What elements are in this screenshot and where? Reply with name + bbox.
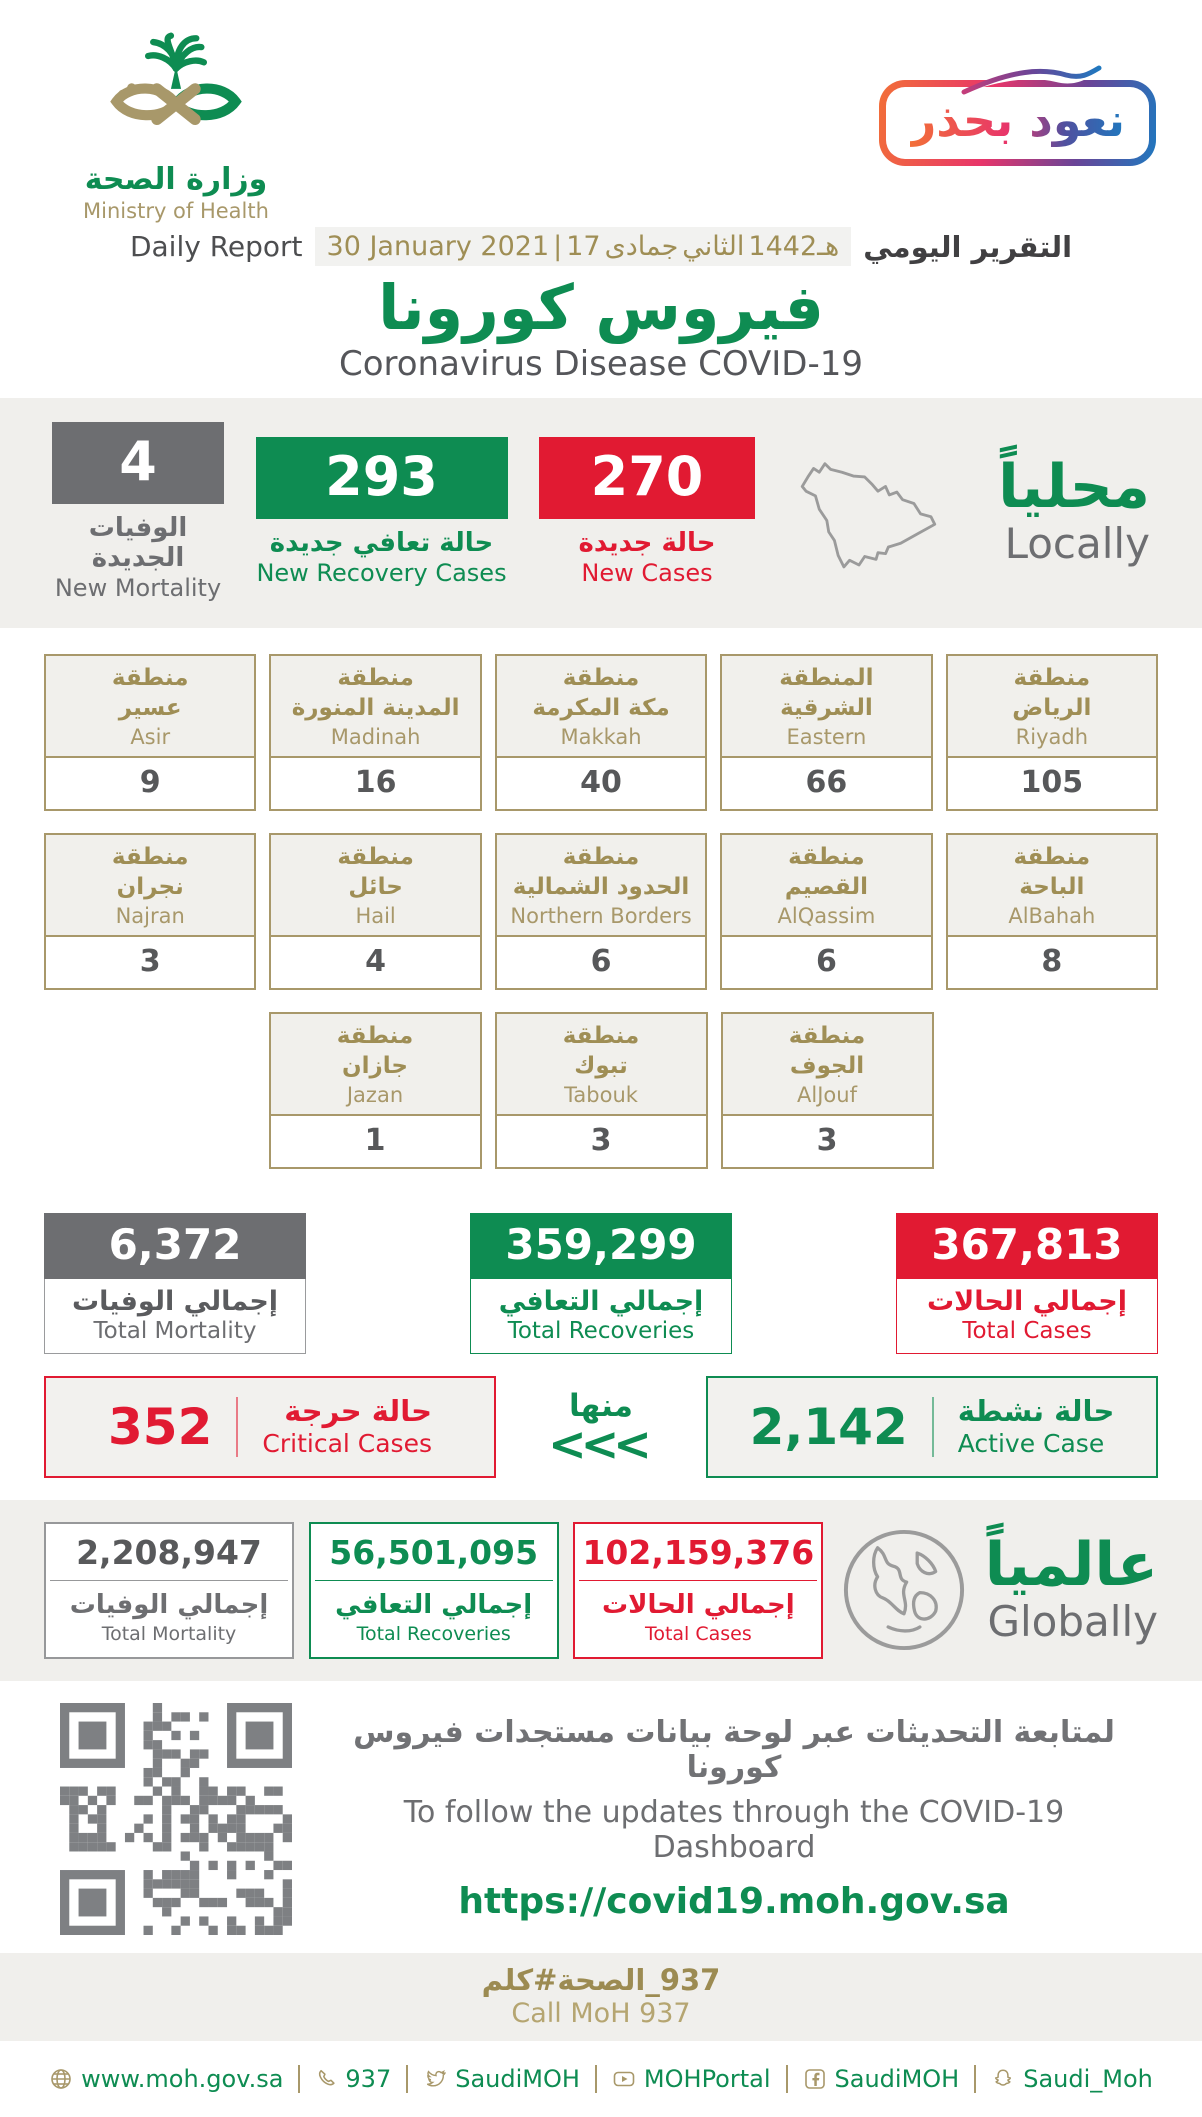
region-cases-grid — [0, 628, 1202, 1168]
active-cases-value: 2,142 — [749, 1397, 908, 1456]
local-totals-row — [0, 1191, 1202, 1360]
global-total-cases: 102,159,376 إجمالي الحالات Total Cases — [573, 1522, 823, 1659]
critical-cases-box: 352 حالة حرجة Critical Cases — [44, 1376, 496, 1478]
page-title-arabic: فيروس كورونا — [378, 271, 824, 344]
header — [0, 0, 1202, 223]
region-card-riyadh: منطقة الرياض Riyadh 105 — [946, 654, 1158, 811]
new-cases-value: 270 — [539, 437, 755, 519]
footer-facebook-link[interactable]: SaudiMOH — [786, 2065, 975, 2093]
globally-heading: عالمياً Globally — [984, 1530, 1158, 1647]
region-row-2 — [44, 833, 1158, 990]
region-card-albahah: منطقة الباحة AlBahah 8 — [946, 833, 1158, 990]
footer-twitter-link[interactable]: SaudiMOH — [406, 2065, 595, 2093]
new-recovery-value: 293 — [256, 437, 508, 519]
moh-logo — [56, 30, 296, 223]
saudi-arabia-map — [787, 441, 967, 583]
region-case-count: 8 — [1041, 943, 1063, 979]
region-card-madinah: منطقة المدينة المنورة Madinah 16 — [269, 654, 481, 811]
total-cases: 367,813 إجمالي الحالات Total Cases — [896, 1213, 1158, 1354]
region-card-northern-borders: منطقة الحدود الشمالية Northern Borders 6 — [495, 833, 707, 990]
region-case-count: 105 — [1020, 764, 1084, 800]
globe-icon — [838, 1524, 970, 1656]
badge-swoosh-icon — [960, 64, 1130, 98]
left-arrows-icon: <<< — [548, 1416, 646, 1471]
region-card-eastern: المنطقة الشرقية Eastern 66 — [720, 654, 932, 811]
new-mortality-value: 4 — [52, 422, 224, 504]
report-date: 30 January 2021 | 17 جمادى الثاني 1442هـ — [315, 227, 852, 266]
region-row-1 — [44, 654, 1158, 811]
region-case-count: 40 — [580, 764, 622, 800]
new-cases-stat: 270 حالة جديدة New Cases — [539, 437, 755, 587]
daily-report-label-ar: التقرير اليومي — [863, 229, 1073, 264]
of-which-connector: منها <<< — [548, 1388, 654, 1465]
call-moh-english: Call MoH 937 — [511, 1997, 691, 2029]
region-case-count: 9 — [139, 764, 161, 800]
dashboard-text-ar: لمتابعة التحديثات عبر لوحة بيانات مستجدات فيروس كورونا — [353, 1715, 1115, 1786]
facebook-icon — [803, 2067, 827, 2091]
region-case-count: 6 — [815, 943, 837, 979]
region-case-count: 1 — [364, 1122, 386, 1158]
new-recovery-stat: 293 حالة تعافي جديدة New Recovery Cases — [256, 437, 508, 587]
footer-youtube-link[interactable]: MOHPortal — [595, 2065, 786, 2093]
locally-heading: محلياً Locally — [998, 452, 1150, 569]
region-card-tabouk: منطقة تبوك Tabouk 3 — [495, 1012, 708, 1169]
region-card-aljouf: منطقة الجوف AlJouf 3 — [721, 1012, 934, 1169]
region-case-count: 6 — [590, 943, 612, 979]
region-card-makkah: منطقة مكة المكرمة Makkah 40 — [495, 654, 707, 811]
region-card-asir: منطقة عسير Asir 9 — [44, 654, 256, 811]
dashboard-text-en: To follow the updates through the COVID-19 Dashboard — [403, 1795, 1065, 1866]
report-date-row — [0, 227, 1202, 266]
total-recoveries: 359,299 إجمالي التعافي Total Recoveries — [470, 1213, 732, 1354]
region-case-count: 3 — [139, 943, 161, 979]
dashboard-section — [0, 1681, 1202, 1953]
region-case-count: 66 — [805, 764, 848, 800]
global-total-mortality: 2,208,947 إجمالي الوفيات Total Mortality — [44, 1522, 294, 1659]
region-card-alqassim: منطقة القصيم AlQassim 6 — [720, 833, 932, 990]
region-card-jazan: منطقة جازان Jazan 1 — [269, 1012, 482, 1169]
page-title-english: Coronavirus Disease COVID-19 — [338, 344, 863, 385]
footer-phone-link[interactable]: 937 — [298, 2065, 406, 2093]
footer-website-link[interactable]: www.moh.gov.sa — [34, 2065, 298, 2093]
globally-section — [0, 1500, 1202, 1681]
badge-text: نعود بحذر — [909, 93, 1125, 147]
twitter-icon — [423, 2067, 447, 2091]
youtube-icon — [612, 2067, 636, 2091]
region-case-count: 3 — [816, 1122, 838, 1158]
hashtag-call-moh: كلم # الصحة _ 937 — [481, 1962, 721, 1997]
region-card-najran: منطقة نجران Najran 3 — [44, 833, 256, 990]
critical-cases-value: 352 — [108, 1397, 213, 1456]
footer-snapchat-link[interactable]: Saudi_Moh — [974, 2065, 1168, 2093]
moh-logo-icon — [81, 30, 271, 158]
phone-icon — [315, 2068, 337, 2090]
daily-report-label-en: Daily Report — [129, 230, 303, 263]
active-critical-row — [0, 1360, 1202, 1486]
ministry-name-english: Ministry of Health — [83, 199, 269, 223]
globe-icon — [49, 2067, 73, 2091]
region-case-count: 3 — [590, 1122, 612, 1158]
return-with-caution-badge — [879, 80, 1156, 166]
region-row-3 — [44, 1012, 1158, 1169]
qr-code — [60, 1703, 292, 1935]
global-total-recoveries: 56,501,095 إجمالي التعافي Total Recoveries — [309, 1522, 559, 1659]
region-case-count: 16 — [354, 764, 397, 800]
active-cases-box: 2,142 حالة نشطة Active Case — [706, 1376, 1158, 1478]
dashboard-url-link[interactable]: https://covid19.moh.gov.sa — [458, 1881, 1010, 1923]
region-card-hail: منطقة حائل Hail 4 — [269, 833, 481, 990]
call-moh-band — [0, 1953, 1202, 2041]
total-mortality: 6,372 إجمالي الوفيات Total Mortality — [44, 1213, 306, 1354]
ministry-name-arabic: وزارة الصحة — [84, 162, 268, 197]
region-case-count: 4 — [365, 943, 387, 979]
locally-section — [0, 398, 1202, 628]
snapchat-icon — [991, 2067, 1015, 2091]
footer-links — [0, 2041, 1202, 2117]
new-mortality-stat: 4 الوفيات الجديدة New Mortality — [52, 422, 224, 602]
